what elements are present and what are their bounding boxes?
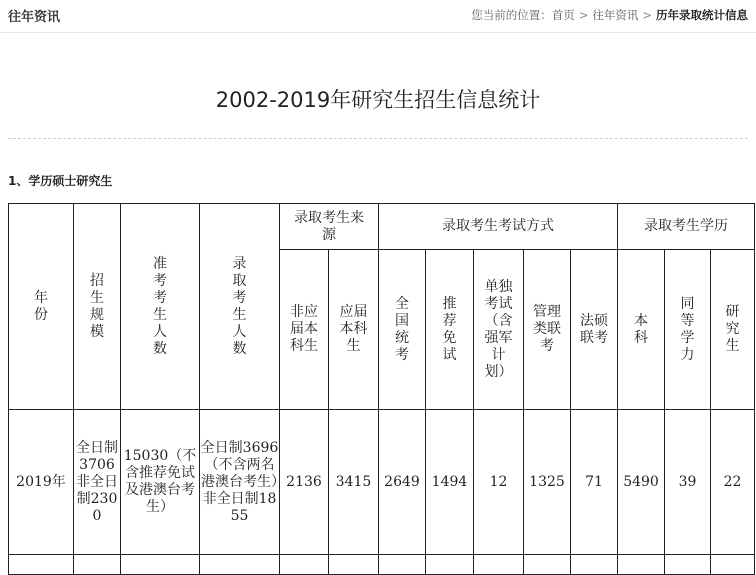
cell-year: 2019年 [9, 410, 74, 555]
breadcrumb-link-news[interactable]: 往年资讯 [592, 8, 639, 22]
header-applicants: 准考考生人数 [121, 204, 200, 410]
breadcrumb-separator: > [642, 8, 652, 22]
header-method-unified: 全国统考 [379, 250, 426, 410]
breadcrumb-current: 历年录取统计信息 [656, 8, 748, 22]
header-method-recommend: 推荐免试 [426, 250, 474, 410]
page-title: 2002-2019年研究生招生信息统计 [215, 88, 541, 112]
cell-source-curr: 3415 [329, 410, 379, 555]
cell-admitted: 全日制3696（不含两名港澳台考生）非全日制1855 [200, 410, 280, 555]
header-edu-group: 录取考生学历 [618, 204, 755, 250]
header-source-group: 录取考生来源 [280, 204, 379, 250]
header-method-single: 单独考试（含强军计划） [474, 250, 524, 410]
divider [8, 138, 748, 139]
cell-method-recommend: 1494 [426, 410, 474, 555]
header-edu-bachelor: 本科 [618, 250, 665, 410]
breadcrumb-prefix: 您当前的位置： [471, 8, 552, 22]
cell-method-unified: 2649 [379, 410, 426, 555]
header-edu-grad: 研究生 [711, 250, 755, 410]
cell-scale: 全日制3706非全日制2300 [74, 410, 121, 555]
cell-applicants: 15030（不含推荐免试及港澳台考生） [121, 410, 200, 555]
cell-method-mgmt: 1325 [524, 410, 571, 555]
section-title: 往年资讯 [8, 10, 61, 25]
header-admitted: 录取考生人数 [200, 204, 280, 410]
cell-source-prev: 2136 [280, 410, 329, 555]
breadcrumb-separator: > [578, 8, 589, 22]
cell-method-single: 12 [474, 410, 524, 555]
top-bar [0, 0, 756, 33]
cell-edu-bachelor: 5490 [618, 410, 665, 555]
header-scale: 招生规模 [74, 204, 121, 410]
cell-method-law: 71 [571, 410, 618, 555]
header-method-law: 法硕联考 [571, 250, 618, 410]
breadcrumb [471, 7, 748, 23]
header-edu-equiv: 同等学力 [665, 250, 711, 410]
breadcrumb-link-home[interactable]: 首页 [551, 8, 575, 22]
header-method-mgmt: 管理类联考 [524, 250, 571, 410]
stats-table [8, 203, 755, 575]
table-row [9, 410, 755, 555]
header-source-prev: 非应届本科生 [280, 250, 329, 410]
cell-edu-grad: 22 [711, 410, 755, 555]
header-year: 年份 [9, 204, 74, 410]
table-row [9, 555, 755, 575]
cell-edu-equiv: 39 [665, 410, 711, 555]
header-method-group: 录取考生考试方式 [379, 204, 618, 250]
subheading: 1、学历硕士研究生 [8, 174, 113, 188]
header-source-curr: 应届本科生 [329, 250, 379, 410]
